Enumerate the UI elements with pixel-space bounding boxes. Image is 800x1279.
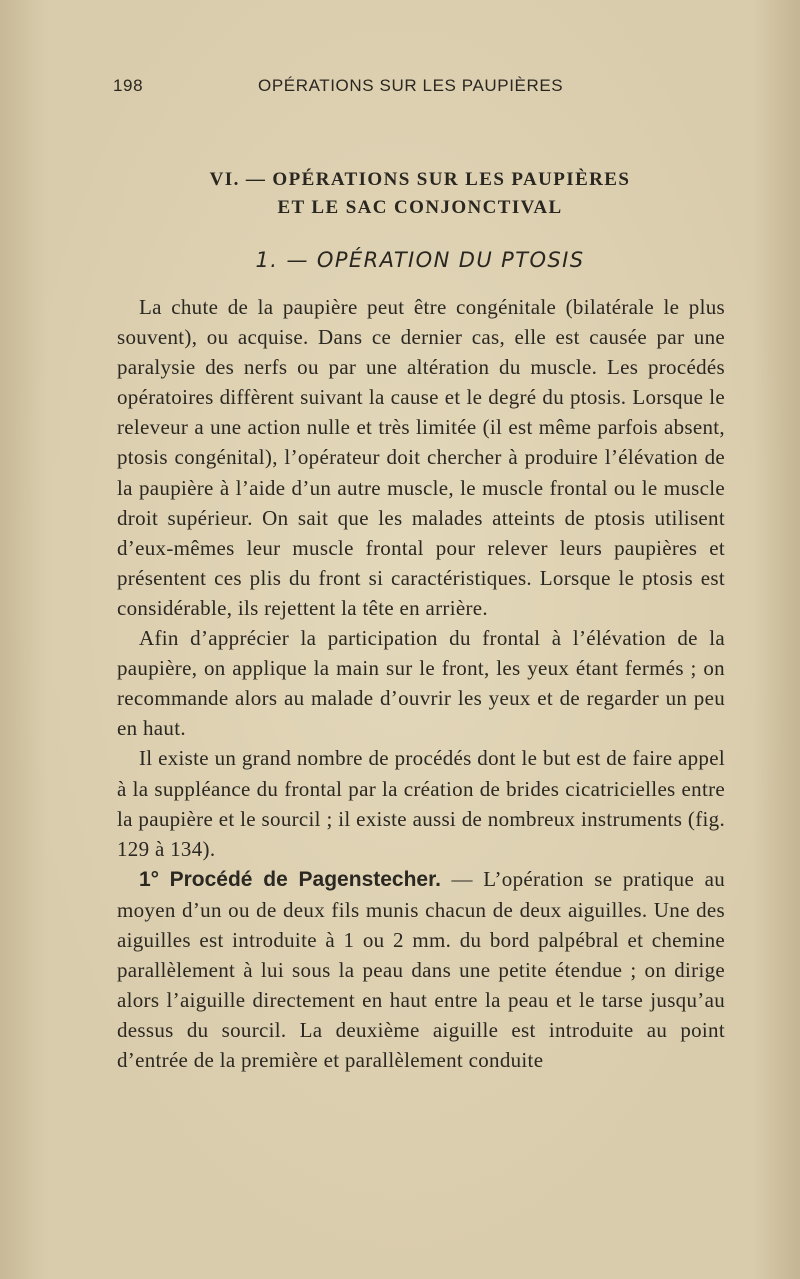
paragraph: Afin d’apprécier la participation du frontal à l’élévation de la paupière, on applique la main sur le front, les yeux étant fermés ; on recommande alors au malade d’ouvrir les yeux et de regarder un peu en haut. — [117, 626, 725, 741]
subsection-title: 1. — OPÉRATION DU PTOSIS — [255, 248, 585, 272]
page-number: 198 — [113, 76, 144, 95]
procedure-number: 1° — [139, 867, 160, 891]
running-title: OPÉRATIONS SUR LES PAUPIÈRES — [258, 76, 564, 95]
section-heading-line-1: VI. — OPÉRATIONS SUR LES PAUPIÈRES — [209, 169, 631, 190]
section-heading — [120, 166, 720, 222]
procedure-paragraph — [117, 864, 725, 1076]
running-header — [113, 76, 723, 106]
paragraph: La chute de la paupière peut être congénitale (bilatérale le plus souvent), ou acquise. Dans ce dernier cas, elle est causée par une paralysie des nerfs ou par une altération du muscle. Les procédés opératoires diffèrent suivant la cause et le degré du ptosis. Lorsque le releveur a une action nulle et très limitée (il est même parfois absent, ptosis congénital), l’opérateur doit chercher à produire l’élévation de la paupière à l’aide d’un autre muscle, le muscle frontal ou le muscle droit supérieur. On sait que les malades atteints de ptosis utilisent d’eux-mêmes leur muscle frontal pour relever leurs paupières et présentent ces plis du front si caractéristiques. Lorsque le ptosis est considérable, ils rejettent la tête en arrière. — [117, 295, 725, 620]
procedure-name: Procédé de Pagenstecher. — [169, 867, 441, 891]
procedure-text: — L’opération se pratique au moyen d’un ou de deux fils munis chacun de deux aiguilles. Une des aiguilles est introduite à 1 ou 2 mm. du bord palpébral et chemine parallèlement à lui sous la peau dans une petite étendue ; on dirige alors l’aiguille directement en haut entre la peau et le tarse jusqu’au dessus du sourcil. La deuxième aiguille est introduite au point d’entrée de la première et parallèlement conduite — [117, 866, 725, 1073]
body-text — [117, 292, 725, 1075]
section-heading-line-2: ET LE SAC CONJONCTIVAL — [277, 197, 563, 218]
paragraph: Il existe un grand nombre de procédés dont le but est de faire appel à la suppléance du frontal par la création de brides cicatricielles entre la paupière et le sourcil ; il existe aussi de nombreux instruments (fig. 129 à 134). — [117, 746, 725, 861]
